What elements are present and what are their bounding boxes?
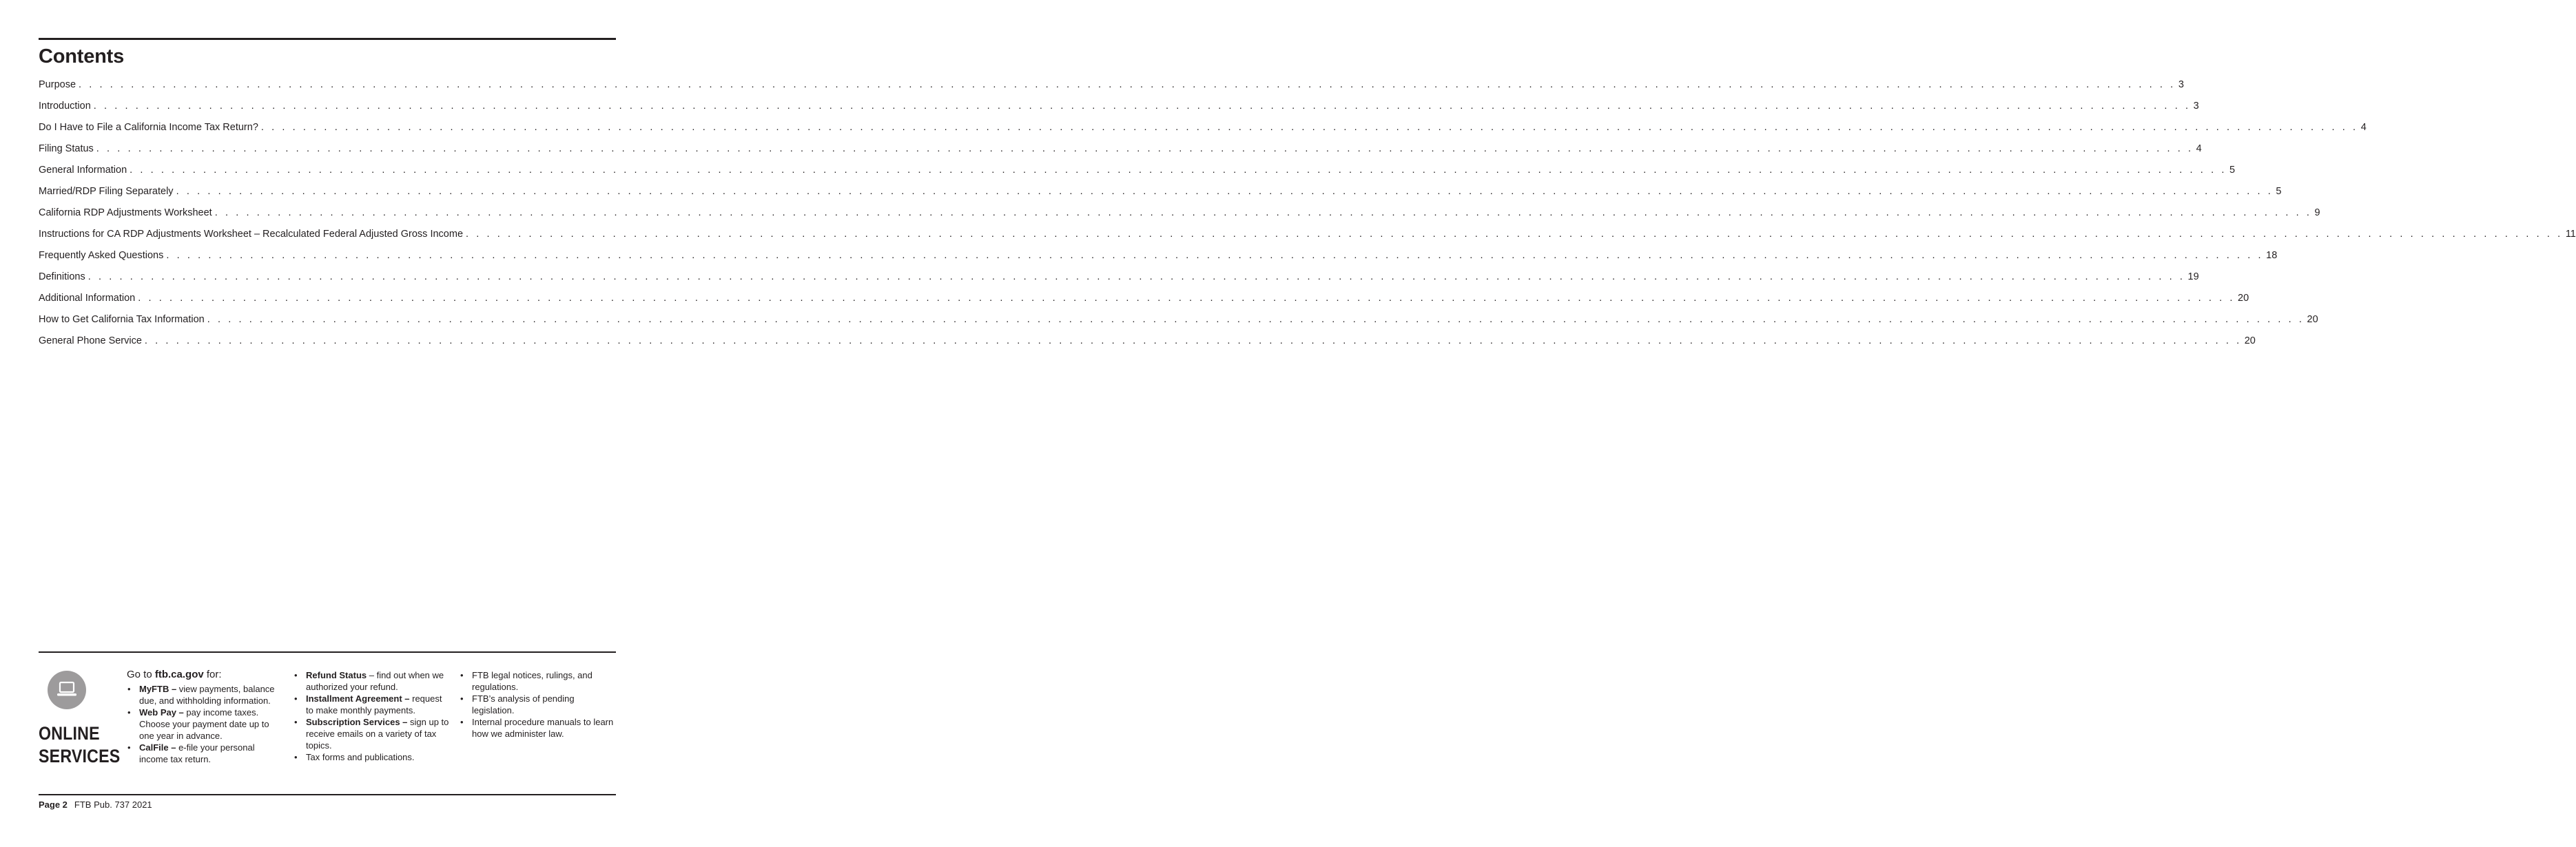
toc-dot-leader: . . . . . . . . . . . . . . . . . . . . . . . . . . . . . . . . . . . . . . . . . . . . . . . . . . . . . . . . . . . . . . . . . . . . . . . . . . . . . . . . . . . . . . . . . . . . . . . . . . . . . . . . . . . . . . . . . . . . . . . . . . . . . . . . . . . . . . . . . . . . . . . . . . . . . . . . . . . . . . . . . . . . . . . . . . . . . . . . . . . . . . . . . . . . . . . . . . . . . . . . <box>93 101 2191 112</box>
online-services-label-line2: SERVICES <box>39 746 121 766</box>
toc-entry-title: Purpose <box>39 79 76 90</box>
online-services-label <box>39 722 120 768</box>
service-list-item <box>460 693 617 716</box>
toc-entry-title: California RDP Adjustments Worksheet <box>39 207 212 218</box>
toc-entry-page: 3 <box>2193 101 2199 112</box>
laptop-icon <box>48 671 86 709</box>
toc-entry[interactable] <box>39 224 2576 245</box>
toc-entry[interactable] <box>39 117 2367 138</box>
ftb-website-link[interactable]: ftb.ca.gov <box>154 669 204 680</box>
laptop-icon-graphic <box>56 681 77 699</box>
toc-dot-leader: . . . . . . . . . . . . . . . . . . . . . . . . . . . . . . . . . . . . . . . . . . . . . . . . . . . . . . . . . . . . . . . . . . . . . . . . . . . . . . . . . . . . . . . . . . . . . . . . . . . . . . . . . . . . . . . . . . . . . . . . . . . . . . . . . . . . . . . . . . . . . . . . . . . . . . . . . . . . . . . . . . . . . . . . . . . . . . . . . . . . . . . . . . . . . . . . . . . . . . . . <box>96 143 2194 154</box>
service-name: Subscription Services – <box>306 717 408 727</box>
toc-entry-page: 5 <box>2276 186 2282 197</box>
toc-dot-leader: . . . . . . . . . . . . . . . . . . . . . . . . . . . . . . . . . . . . . . . . . . . . . . . . . . . . . . . . . . . . . . . . . . . . . . . . . . . . . . . . . . . . . . . . . . . . . . . . . . . . . . . . . . . . . . . . . . . . . . . . . . . . . . . . . . . . . . . . . . . . . . . . . . . . . . . . . . . . . . . . . . . . . . . . . . . . . . . . . . . . . . . . . . . . . . . . . . . . . . . . <box>130 165 2227 176</box>
service-list-item <box>127 683 282 707</box>
toc-entry-page: 4 <box>2360 122 2367 133</box>
toc-dot-leader: . . . . . . . . . . . . . . . . . . . . . . . . . . . . . . . . . . . . . . . . . . . . . . . . . . . . . . . . . . . . . . . . . . . . . . . . . . . . . . . . . . . . . . . . . . . . . . . . . . . . . . . . . . . . . . . . . . . . . . . . . . . . . . . . . . . . . . . . . . . . . . . . . . . . . . . . . . . . . . . . . . . . . . . . . . . . . . . . . . . . . . . . . . . . . . . . . . . . . . . . <box>214 207 2312 218</box>
service-list-item <box>127 707 282 742</box>
service-name: Installment Agreement – <box>306 693 410 704</box>
toc-entry[interactable] <box>39 96 2199 117</box>
toc-dot-leader: . . . . . . . . . . . . . . . . . . . . . . . . . . . . . . . . . . . . . . . . . . . . . . . . . . . . . . . . . . . . . . . . . . . . . . . . . . . . . . . . . . . . . . . . . . . . . . . . . . . . . . . . . . . . . . . . . . . . . . . . . . . . . . . . . . . . . . . . . . . . . . . . . . . . . . . . . . . . . . . . . . . . . . . . . . . . . . . . . . . . . . . . . . . . . . . . . . . . . . . . <box>260 122 2358 133</box>
toc-entry[interactable] <box>39 160 2236 181</box>
toc-dot-leader: . . . . . . . . . . . . . . . . . . . . . . . . . . . . . . . . . . . . . . . . . . . . . . . . . . . . . . . . . . . . . . . . . . . . . . . . . . . . . . . . . . . . . . . . . . . . . . . . . . . . . . . . . . . . . . . . . . . . . . . . . . . . . . . . . . . . . . . . . . . . . . . . . . . . . . . . . . . . . . . . . . . . . . . . . . . . . . . . . . . . . . . . . . . . . . . . . . . . . . . . <box>138 293 2236 304</box>
toc-entry-title: How to Get California Tax Information <box>39 314 205 325</box>
toc-entry-page: 19 <box>2187 271 2199 282</box>
toc-entry[interactable] <box>39 288 2249 309</box>
goto-suffix: for: <box>203 669 222 680</box>
publication-id: FTB Pub. 737 2021 <box>74 799 152 810</box>
toc-entry-title: Married/RDP Filing Separately <box>39 186 174 197</box>
service-list-item <box>460 669 617 693</box>
service-list-item <box>293 751 451 763</box>
online-services-column-1 <box>127 668 282 765</box>
service-list-item <box>127 742 282 765</box>
toc-dot-leader: . . . . . . . . . . . . . . . . . . . . . . . . . . . . . . . . . . . . . . . . . . . . . . . . . . . . . . . . . . . . . . . . . . . . . . . . . . . . . . . . . . . . . . . . . . . . . . . . . . . . . . . . . . . . . . . . . . . . . . . . . . . . . . . . . . . . . . . . . . . . . . . . . . . . . . . . . . . . . . . . . . . . . . . . . . . . . . . . . . . . . . . . . . . . . . . . . . . . . . . . <box>207 314 2305 325</box>
toc-dot-leader: . . . . . . . . . . . . . . . . . . . . . . . . . . . . . . . . . . . . . . . . . . . . . . . . . . . . . . . . . . . . . . . . . . . . . . . . . . . . . . . . . . . . . . . . . . . . . . . . . . . . . . . . . . . . . . . . . . . . . . . . . . . . . . . . . . . . . . . . . . . . . . . . . . . . . . . . . . . . . . . . . . . . . . . . . . . . . . . . . . . . . . . . . . . . . . . . . . . . . . . . <box>176 186 2274 197</box>
section-divider <box>39 651 616 653</box>
toc-dot-leader: . . . . . . . . . . . . . . . . . . . . . . . . . . . . . . . . . . . . . . . . . . . . . . . . . . . . . . . . . . . . . . . . . . . . . . . . . . . . . . . . . . . . . . . . . . . . . . . . . . . . . . . . . . . . . . . . . . . . . . . . . . . . . . . . . . . . . . . . . . . . . . . . . . . . . . . . . . . . . . . . . . . . . . . . . . . . . . . . . . . . . . . . . . . . . . . . . . . . . . . . <box>166 250 2264 261</box>
top-divider <box>39 38 616 40</box>
toc-entry-title: General Information <box>39 165 127 176</box>
service-description: FTB legal notices, rulings, and regulations. <box>472 670 593 692</box>
toc-entry[interactable] <box>39 331 2256 352</box>
toc-entry-page: 20 <box>2244 335 2256 346</box>
service-list-item <box>460 716 617 740</box>
toc-dot-leader: . . . . . . . . . . . . . . . . . . . . . . . . . . . . . . . . . . . . . . . . . . . . . . . . . . . . . . . . . . . . . . . . . . . . . . . . . . . . . . . . . . . . . . . . . . . . . . . . . . . . . . . . . . . . . . . . . . . . . . . . . . . . . . . . . . . . . . . . . . . . . . . . . . . . . . . . . . . . . . . . . . . . . . . . . . . . . . . . . . . . . . . . . . . . . . . . . . . . . . . . <box>466 229 2563 240</box>
toc-entry[interactable] <box>39 266 2199 288</box>
toc-entry-page: 18 <box>2266 250 2278 261</box>
service-list-item <box>293 693 451 716</box>
toc-entry[interactable] <box>39 138 2202 160</box>
toc-entry-page: 4 <box>2196 143 2202 154</box>
service-description: request to make monthly payments. <box>306 693 442 715</box>
toc-dot-leader: . . . . . . . . . . . . . . . . . . . . . . . . . . . . . . . . . . . . . . . . . . . . . . . . . . . . . . . . . . . . . . . . . . . . . . . . . . . . . . . . . . . . . . . . . . . . . . . . . . . . . . . . . . . . . . . . . . . . . . . . . . . . . . . . . . . . . . . . . . . . . . . . . . . . . . . . . . . . . . . . . . . . . . . . . . . . . . . . . . . . . . . . . . . . . . . . . . . . . . . . <box>87 271 2185 282</box>
services-list-3 <box>460 669 617 740</box>
service-description: e-file your personal income tax return. <box>139 742 255 764</box>
goto-prefix: Go to <box>127 669 155 680</box>
toc-entry-title: Do I Have to File a California Income Tax Return? <box>39 122 258 133</box>
toc-entry-title: Definitions <box>39 271 85 282</box>
service-list-item <box>293 716 451 751</box>
service-list-item <box>293 669 451 693</box>
table-of-contents <box>39 74 2576 352</box>
toc-entry[interactable] <box>39 202 2320 224</box>
service-name: Web Pay – <box>139 707 184 718</box>
toc-entry-page: 11 <box>2565 229 2576 240</box>
toc-entry-title: Instructions for CA RDP Adjustments Worksheet – Recalculated Federal Adjusted Gross Income <box>39 229 464 240</box>
service-description: Tax forms and publications. <box>306 752 415 762</box>
toc-entry[interactable] <box>39 245 2278 266</box>
service-name: MyFTB – <box>139 684 177 694</box>
toc-dot-leader: . . . . . . . . . . . . . . . . . . . . . . . . . . . . . . . . . . . . . . . . . . . . . . . . . . . . . . . . . . . . . . . . . . . . . . . . . . . . . . . . . . . . . . . . . . . . . . . . . . . . . . . . . . . . . . . . . . . . . . . . . . . . . . . . . . . . . . . . . . . . . . . . . . . . . . . . . . . . . . . . . . . . . . . . . . . . . . . . . . . . . . . . . . . . . . . . . . . . . . . . <box>144 335 2242 346</box>
toc-entry-page: 5 <box>2229 165 2236 176</box>
service-description: – find out when we authorized your refund. <box>306 670 444 692</box>
online-services-column-3 <box>460 669 617 740</box>
service-name: CalFile – <box>139 742 176 753</box>
toc-entry-page: 3 <box>2178 79 2184 90</box>
page-footer <box>39 799 152 811</box>
toc-entry-title: Additional Information <box>39 293 136 304</box>
toc-entry[interactable] <box>39 74 2184 96</box>
toc-entry-page: 20 <box>2307 314 2318 325</box>
toc-entry-title: Frequently Asked Questions <box>39 250 164 261</box>
service-description: view payments, balance due, and withholding information. <box>139 684 275 706</box>
toc-entry[interactable] <box>39 181 2282 202</box>
contents-heading: Contents <box>39 45 125 67</box>
service-description: Internal procedure manuals to learn how we administer law. <box>472 717 614 739</box>
toc-entry-page: 9 <box>2314 207 2320 218</box>
page-number: Page 2 <box>39 799 68 810</box>
service-description: FTB’s analysis of pending legislation. <box>472 693 575 715</box>
toc-dot-leader: . . . . . . . . . . . . . . . . . . . . . . . . . . . . . . . . . . . . . . . . . . . . . . . . . . . . . . . . . . . . . . . . . . . . . . . . . . . . . . . . . . . . . . . . . . . . . . . . . . . . . . . . . . . . . . . . . . . . . . . . . . . . . . . . . . . . . . . . . . . . . . . . . . . . . . . . . . . . . . . . . . . . . . . . . . . . . . . . . . . . . . . . . . . . . . . . . . . . . . . . <box>79 79 2176 90</box>
service-description: pay income taxes. Choose your payment date up to one year in advance. <box>139 707 269 741</box>
service-name: Refund Status <box>306 670 367 680</box>
toc-entry[interactable] <box>39 309 2318 331</box>
toc-entry-title: General Phone Service <box>39 335 142 346</box>
goto-line <box>127 668 282 682</box>
online-services-column-2 <box>293 669 451 763</box>
toc-entry-page: 20 <box>2238 293 2249 304</box>
toc-entry-title: Filing Status <box>39 143 94 154</box>
online-services-label-line1: ONLINE <box>39 723 100 744</box>
footer-divider <box>39 794 616 795</box>
toc-entry-title: Introduction <box>39 101 91 112</box>
services-list-1 <box>127 683 282 765</box>
service-description: sign up to receive emails on a variety of tax topics. <box>306 717 449 751</box>
services-list-2 <box>293 669 451 763</box>
